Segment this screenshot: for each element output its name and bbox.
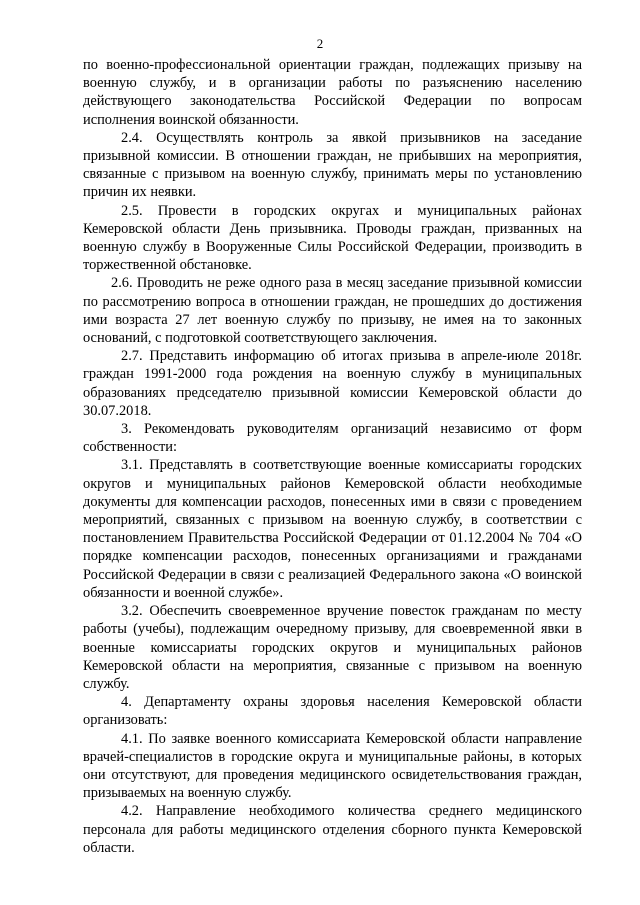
paragraph-3-1: 3.1. Представлять в соответствующие военные комиссариаты городских округов и муниципальных районов Кемеровской области необходимые документы для компенсации расходов, понесенных ими в связи с проведением мероприятий, связанных с призывом на военную службу, в соответствии с постановлением Правительства Российской Федерации от 01.12.2004 № 704 «О порядке компенсации расходов, понесенных организациями и гражданами Российской Федерации в связи с реализацией Федерального закона «О воинской обязанности и военной службе». <box>83 457 582 601</box>
paragraph-continuation: по военно-профессиональной ориентации граждан, подлежащих призыву на военную службу, и в организации работы по разъяснению населению действующего законодательства Российской Федерации по вопросам исполнения воинской обязанности. <box>83 57 582 128</box>
paragraph-2-5: 2.5. Провести в городских округах и муниципальных районах Кемеровской области День призывника. Проводы граждан, призванных на военную службу в Вооруженные Силы Российской Федерации, производить в торжественной обстановке. <box>83 202 582 274</box>
paragraph-3: 3. Рекомендовать руководителям организаций независимо от форм собственности: <box>83 421 582 456</box>
paragraph-3-2: 3.2. Обеспечить своевременное вручение повесток гражданам по месту работы (учебы), подлежащим очередному призыву, для своевременной явки в военные комиссариаты городских округов и муниципальных районов Кемеровской области на мероприятия, связанные с призывом на военную службу. <box>83 603 582 692</box>
document-body <box>83 56 582 857</box>
paragraph-2-6: 2.6. Проводить не реже одного раза в месяц заседание призывной комиссии по рассмотрению вопроса в отношении граждан, не прошедших до достижения ими возраста 27 лет военную службу по призыву, не имея на то законных оснований, с подготовкой соответствующего заключения. <box>83 275 582 347</box>
paragraph-4-1: 4.1. По заявке военного комиссариата Кемеровской области направление врачей-специалистов в городские округа и муниципальные районы, в которых они отсутствуют, для проведения медицинского освидетельствования граждан, призываемых на военную службу. <box>83 730 582 802</box>
paragraph-4: 4. Департаменту охраны здоровья населения Кемеровской области организовать: <box>83 694 582 729</box>
paragraph-4-2: 4.2. Направление необходимого количества среднего медицинского персонала для работы медицинского отделения сборного пункта Кемеровской области. <box>83 803 582 856</box>
page-number: 2 <box>316 36 324 51</box>
paragraph-2-7: 2.7. Представить информацию об итогах призыва в апреле-июле 2018г. граждан 1991-2000 года рождения на военную службу в муниципальных образованиях председателю призывной комиссии Кемеровской области до 30.07.2018. <box>83 348 582 419</box>
paragraph-2-4: 2.4. Осуществлять контроль за явкой призывников на заседание призывной комиссии. В отношении граждан, не прибывших на мероприятия, связанные с призывом на военную службу, принимать меры по установлению причин их неявки. <box>83 129 582 201</box>
